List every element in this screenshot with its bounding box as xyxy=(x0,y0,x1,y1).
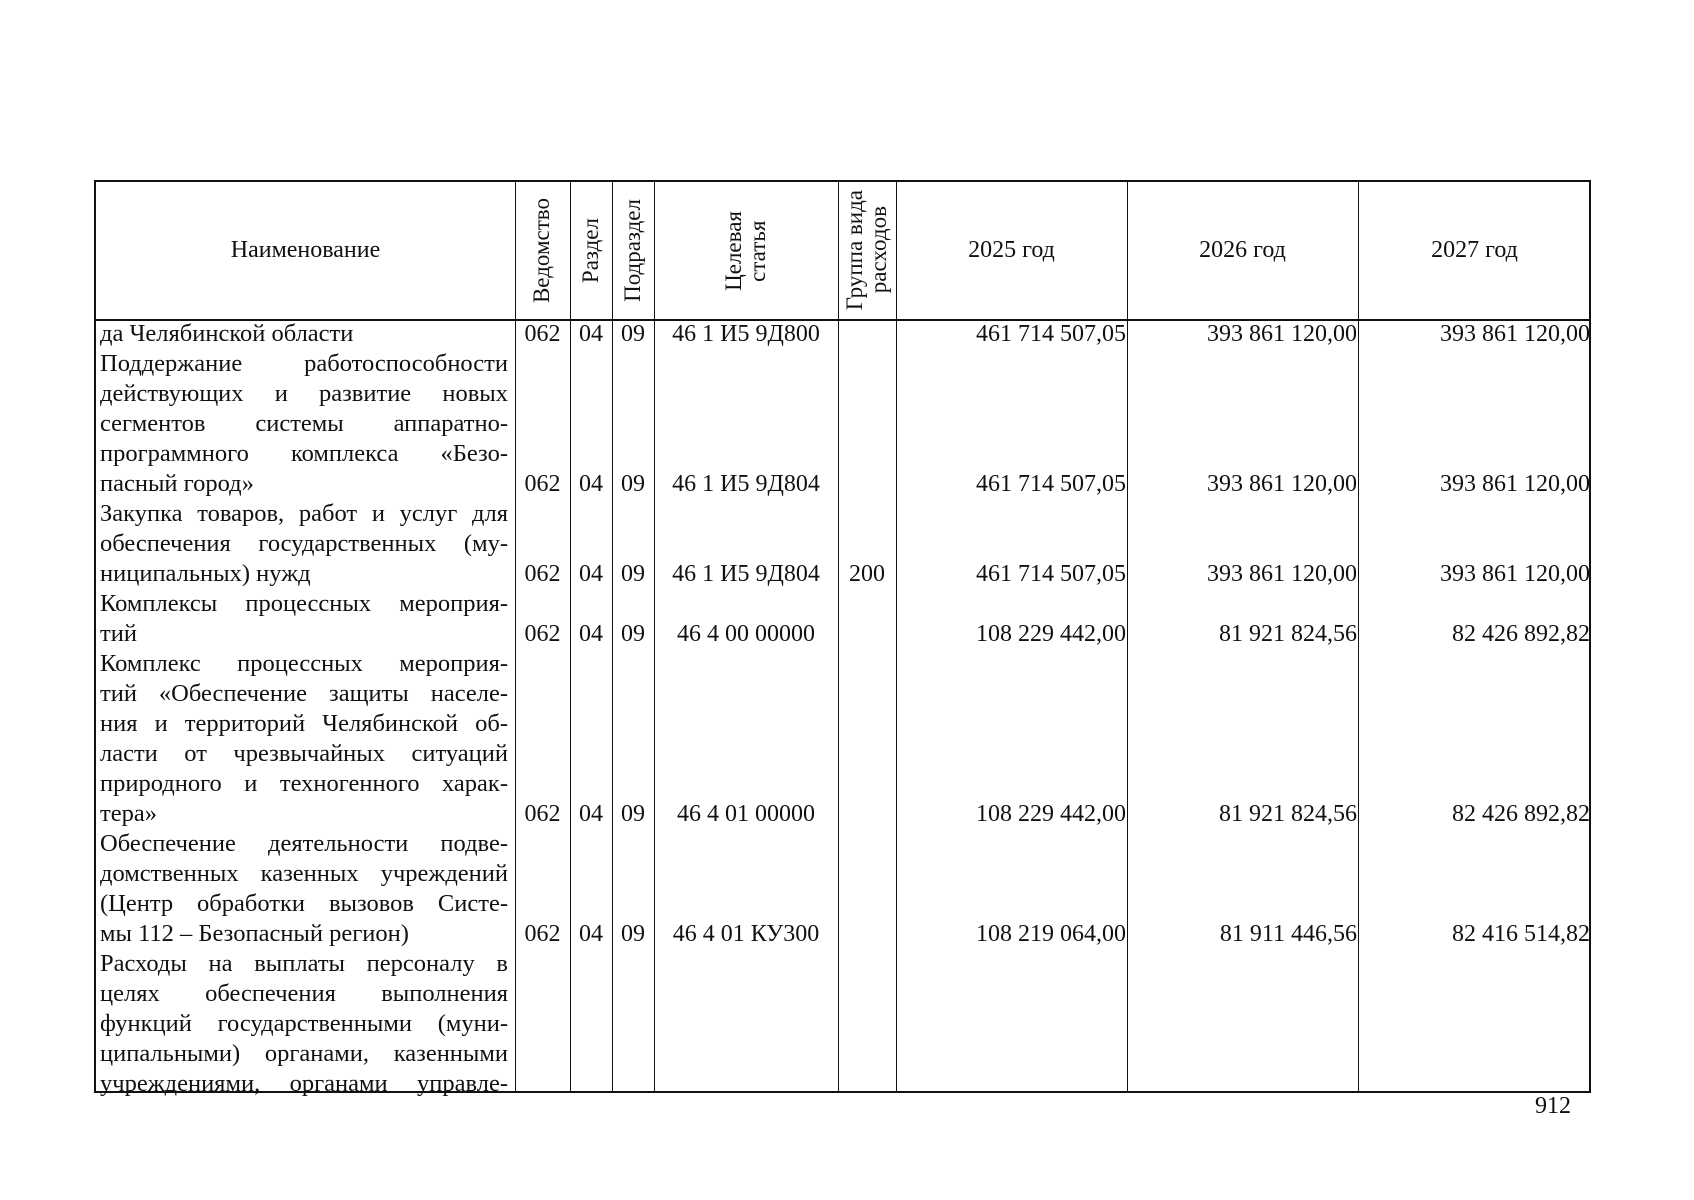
row-name: Обеспечение деятельности подве- домственных казенных учреждений (Центр обработки вызовов Систе- мы 112 – Безопасный регион) xyxy=(100,830,508,947)
cell-2026: 81 921 824,56 xyxy=(1219,801,1357,827)
cell-dept: 062 xyxy=(524,801,561,827)
cell-2027: 82 426 892,82 xyxy=(1452,621,1590,647)
cell-2026: 393 861 120,00 xyxy=(1207,471,1357,497)
cell-2025: 461 714 507,05 xyxy=(976,561,1126,587)
cell-section: 04 xyxy=(579,621,603,647)
header-section: Раздел xyxy=(577,217,603,284)
cell-section: 04 xyxy=(579,561,603,587)
cell-2026: 81 921 824,56 xyxy=(1219,621,1357,647)
cell-expense-group: 200 xyxy=(849,561,885,587)
cell-2026: 393 861 120,00 xyxy=(1207,321,1357,347)
cell-dept: 062 xyxy=(524,321,561,347)
cell-2025: 108 219 064,00 xyxy=(976,921,1126,947)
cell-target: 46 1 И5 9Д800 xyxy=(672,321,820,347)
cell-2025: 461 714 507,05 xyxy=(976,321,1126,347)
cell-section: 04 xyxy=(579,321,603,347)
page-number: 912 xyxy=(1535,1093,1571,1119)
cell-2025: 108 229 442,00 xyxy=(976,801,1126,827)
cell-2027: 393 861 120,00 xyxy=(1440,561,1590,587)
header-subsection: Подраздел xyxy=(619,199,645,302)
cell-2026: 81 911 446,56 xyxy=(1219,921,1357,947)
cell-2027: 393 861 120,00 xyxy=(1440,321,1590,347)
cell-2025: 461 714 507,05 xyxy=(976,471,1126,497)
cell-2027: 82 416 514,82 xyxy=(1452,921,1590,947)
cell-target: 46 1 И5 9Д804 xyxy=(672,561,820,587)
row-name: Комплекс процессных мероприя- тий «Обеспечение защиты населе- ния и территорий Челябинской об- ласти от чрезвычайных ситуаций природного и техногенного харак- тера» xyxy=(100,650,508,827)
row-name: да Челябинской области xyxy=(100,320,354,347)
row-name: Закупка товаров, работ и услуг для обеспечения государственных (му- ниципальных) нужд xyxy=(100,500,508,587)
cell-dept: 062 xyxy=(524,561,561,587)
cell-section: 04 xyxy=(579,801,603,827)
row-name: Комплексы процессных мероприя- тий xyxy=(100,590,508,647)
cell-2027: 82 426 892,82 xyxy=(1452,801,1590,827)
header-dept: Ведомство xyxy=(529,197,555,304)
row-name: Поддержание работоспособности действующих и развитие новых сегментов системы аппаратно- программного комплекса «Безо- пасный город» xyxy=(100,350,508,497)
header-2026: 2026 год xyxy=(1199,237,1286,264)
cell-target: 46 4 01 КУ300 xyxy=(672,921,820,947)
header-2027: 2027 год xyxy=(1431,237,1518,264)
header-target-article: Целевая статья xyxy=(720,210,770,291)
cell-2027: 393 861 120,00 xyxy=(1440,471,1590,497)
cell-section: 04 xyxy=(579,471,603,497)
cell-dept: 062 xyxy=(524,921,561,947)
cell-dept: 062 xyxy=(524,621,561,647)
cell-section: 04 xyxy=(579,921,603,947)
cell-subsection: 09 xyxy=(621,621,645,647)
cell-subsection: 09 xyxy=(621,561,645,587)
cell-target: 46 4 01 00000 xyxy=(677,801,815,827)
cell-subsection: 09 xyxy=(621,471,645,497)
cell-subsection: 09 xyxy=(621,801,645,827)
cell-subsection: 09 xyxy=(621,921,645,947)
row-name: Расходы на выплаты персоналу в целях обеспечения выполнения функций государственными (муни- ципальными) органами, казенными учреждениями, органами управле- xyxy=(100,950,508,1097)
header-expense-group: Группа вида расходов xyxy=(841,190,891,311)
cell-subsection: 09 xyxy=(621,321,645,347)
cell-target: 46 1 И5 9Д804 xyxy=(672,471,820,497)
cell-target: 46 4 00 00000 xyxy=(677,621,815,647)
header-name: Наименование xyxy=(230,237,381,264)
cell-2025: 108 229 442,00 xyxy=(976,621,1126,647)
cell-2026: 393 861 120,00 xyxy=(1207,561,1357,587)
budget-table xyxy=(94,180,1591,1097)
header-2025: 2025 год xyxy=(968,237,1055,264)
cell-dept: 062 xyxy=(524,471,561,497)
